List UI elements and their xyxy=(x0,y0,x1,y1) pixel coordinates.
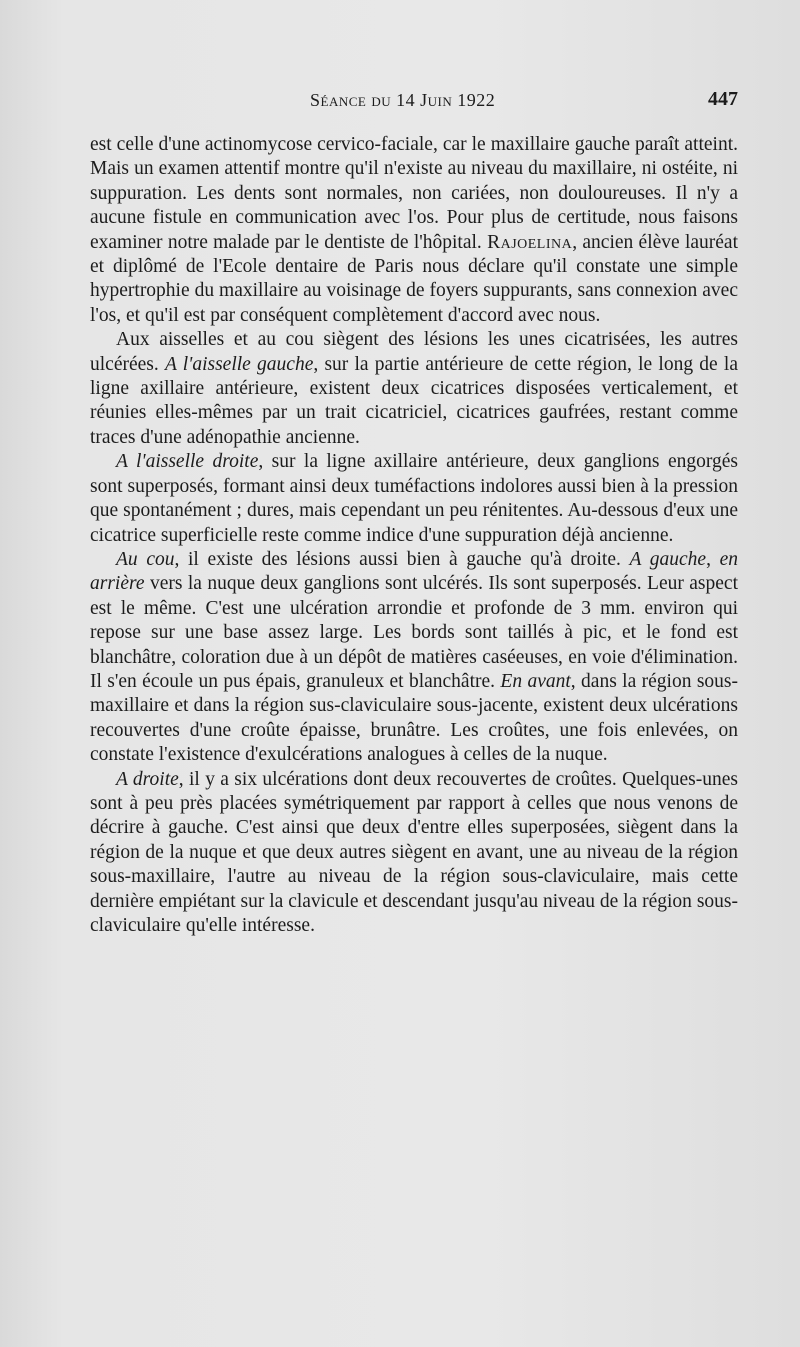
italic-run: A gauche xyxy=(629,548,707,570)
text-run: , dans la région sous-maxillaire et dans la région sus-claviculaire sous-jacente, existent deux ulcérations recouvertes d'une croûte épaisse, brunâtre. Les croûtes, une fois enlevées, on constate l'existence d'exulcérations analogues à celles de la nuque. xyxy=(90,670,738,766)
page-header xyxy=(90,88,738,116)
text-run: , sur la partie antérieure de cette région, le long de la ligne axillaire antérieure, existent deux cicatrices disposées verticalement, et réunies elles-mêmes par un trait cicatriciel, cicatrices gaufrées, restant comme traces d'une adénopathie ancienne. xyxy=(90,353,738,448)
text-run: , xyxy=(706,548,720,570)
paragraph xyxy=(90,450,738,548)
body-text xyxy=(90,133,738,938)
text-run: vers la nuque deux ganglions sont ulcérés. Ils sont superposés. Leur aspect est le même. C'est une ulcération arrondie et profonde de 3 mm. environ qui repose sur une base assez large. Les bords sont taillés à pic, et le fond est blanchâtre, coloration due à un dépôt de matières caséeuses, en voie d'élimination. Il s'en écoule un pus épais, granuleux et blanchâtre. xyxy=(90,573,738,692)
text-run: , ancien élève lauréat et diplômé de l'Ecole dentaire de Paris nous déclare qu'il constate une simple hypertrophie du maxillaire au voisinage de foyers suppurants, sans connexion avec l'os, et qu'il est par conséquent complètement d'accord avec nous. xyxy=(90,231,738,326)
italic-run: en arrière xyxy=(90,548,738,595)
italic-run: A l'aisselle droite xyxy=(116,451,259,473)
text-run: Aux aisselles et au cou siègent des lésions les unes cicatrisées, les autres ulcérées. xyxy=(90,329,738,375)
author-name: Rajoelina xyxy=(487,231,573,253)
paragraph xyxy=(90,133,738,328)
italic-run: A l'aisselle gauche xyxy=(164,353,314,375)
paragraph xyxy=(90,768,738,939)
italic-run: Au cou xyxy=(116,548,175,570)
page-number: 447 xyxy=(708,88,738,110)
paragraph xyxy=(90,548,738,768)
paragraph xyxy=(90,328,738,450)
italic-run: En avant xyxy=(500,670,571,692)
text-run: est celle d'une actinomycose cervico-faciale, car le maxillaire gauche paraît atteint. Mais un examen attentif montre qu'il n'existe au niveau du maxillaire, ni ostéite, ni suppuration. Les dents sont normales, non cariées, non douloureuses. Il n'y a aucune fistule en communication avec l'os. Pour plus de certitude, nous faisons examiner notre malade par le dentiste de l'hôpital. xyxy=(90,134,738,253)
text-run: , il y a six ulcérations dont deux recouvertes de croûtes. Quelques-unes sont à peu près placées symétriquement par rapport à celles que nous venons de décrire à gauche. C'est ainsi que deux d'entre elles superposées, siègent dans la région de la nuque et que deux autres siègent en avant, une au niveau de la région sous-maxillaire, l'autre au niveau de la région sous-claviculaire, mais cette dernière empiétant sur la clavicule et descendant jusqu'au niveau de la région sous-claviculaire qu'elle intéresse. xyxy=(90,768,738,936)
text-run: , il existe des lésions aussi bien à gauche qu'à droite. xyxy=(174,548,630,570)
text-run: , sur la ligne axillaire antérieure, deux ganglions engorgés sont superposés, formant ainsi deux tuméfactions indolores aussi bien à la pression que spontanément ; dures, mais cependant un peu rénitentes. Au-dessous d'eux une cicatrice superficielle reste comme indice d'une suppuration déjà ancienne. xyxy=(90,451,738,546)
running-title: Séance du 14 Juin 1922 xyxy=(310,90,496,110)
italic-run: A droite xyxy=(116,768,179,790)
